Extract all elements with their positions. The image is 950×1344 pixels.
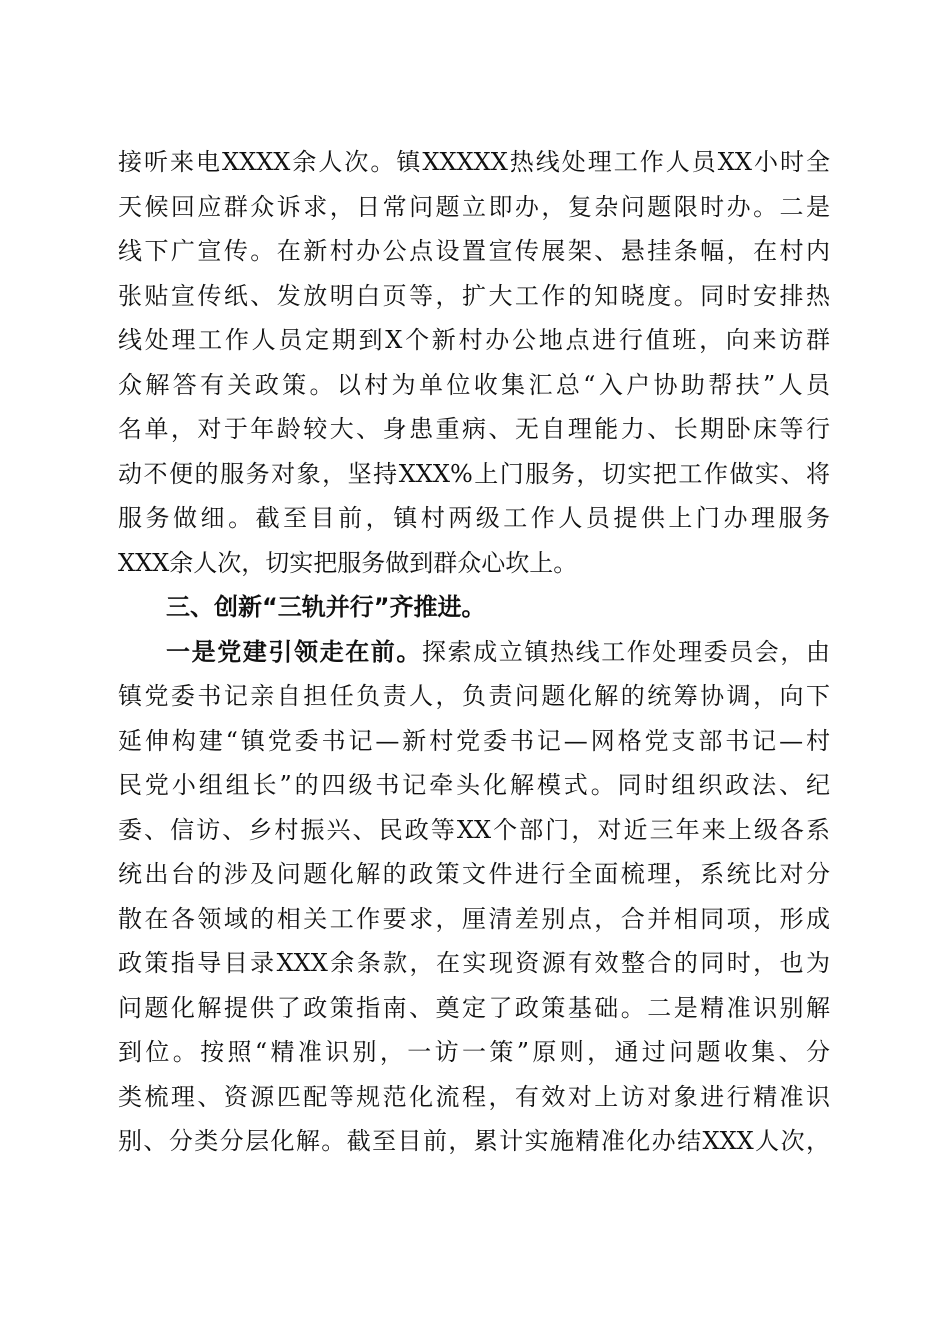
paragraph-lead: 一是党建引领走在前。 xyxy=(166,637,422,666)
paragraph-party-building xyxy=(118,630,830,1164)
text-line: 统出台的涉及问题化解的政策文件进行全面梳理，系统比对分 xyxy=(118,860,830,888)
text-line: 天候回应群众诉求，日常问题立即办，复杂问题限时办。二是 xyxy=(118,192,830,221)
document-body xyxy=(118,140,830,1164)
text-line: 接听来电XXXX余人次。镇XXXXX热线处理工作人员XX小时全 xyxy=(118,148,830,176)
text-line: 延伸构建“镇党委书记—新村党委书记—网格党支部书记—村 xyxy=(118,726,830,755)
text-line: 动不便的服务对象，坚持XXX%上门服务，切实把工作做实、将 xyxy=(118,459,830,488)
text-line: 散在各领域的相关工作要求，厘清差别点，合并相同项，形成 xyxy=(118,904,830,933)
text-line: XXX余人次，切实把服务做到群众心坎上。 xyxy=(118,548,578,577)
section-heading: 三、创新“三轨并行”齐推进。 xyxy=(166,593,486,621)
paragraph-hotline-service xyxy=(118,140,830,585)
text-line: 政策指导目录XXX余条款，在实现资源有效整合的同时，也为 xyxy=(118,949,830,977)
text-line: 委、信访、乡村振兴、民政等XX个部门，对近三年来上级各系 xyxy=(118,815,830,844)
text-line: 到位。按照“精准识别，一访一策”原则，通过问题收集、分 xyxy=(118,1038,830,1066)
text-line: 别、分类分层化解。截至目前，累计实施精准化办结XXX人次， xyxy=(118,1127,830,1155)
text-line: 名单，对于年龄较大、身患重病、无自理能力、长期卧床等行 xyxy=(118,415,830,443)
text-line: 类梳理、资源匹配等规范化流程，有效对上访对象进行精准识 xyxy=(118,1082,830,1111)
text-line: 张贴宣传纸、发放明白页等，扩大工作的知晓度。同时安排热 xyxy=(118,281,830,310)
text-line: 众解答有关政策。以村为单位收集汇总“入户协助帮扶”人员 xyxy=(118,370,830,399)
text-line: 问题化解提供了政策指南、奠定了政策基础。二是精准识别解 xyxy=(118,993,830,1022)
paragraph-first-line xyxy=(118,630,830,675)
text-line: 线下广宣传。在新村办公点设置宣传展架、悬挂条幅，在村内 xyxy=(118,237,830,265)
text-line: 镇党委书记亲自担任负责人，负责问题化解的统筹协调，向下 xyxy=(118,682,830,710)
text-line: 民党小组组长”的四级书记牵头化解模式。同时组织政法、纪 xyxy=(118,771,830,799)
paragraph-first-line-text: 探索成立镇热线工作处理委员会，由 xyxy=(422,637,830,666)
text-line: 服务做细。截至目前，镇村两级工作人员提供上门办理服务 xyxy=(118,504,830,532)
text-line: 线处理工作人员定期到X个新村办公地点进行值班，向来访群 xyxy=(118,326,830,354)
